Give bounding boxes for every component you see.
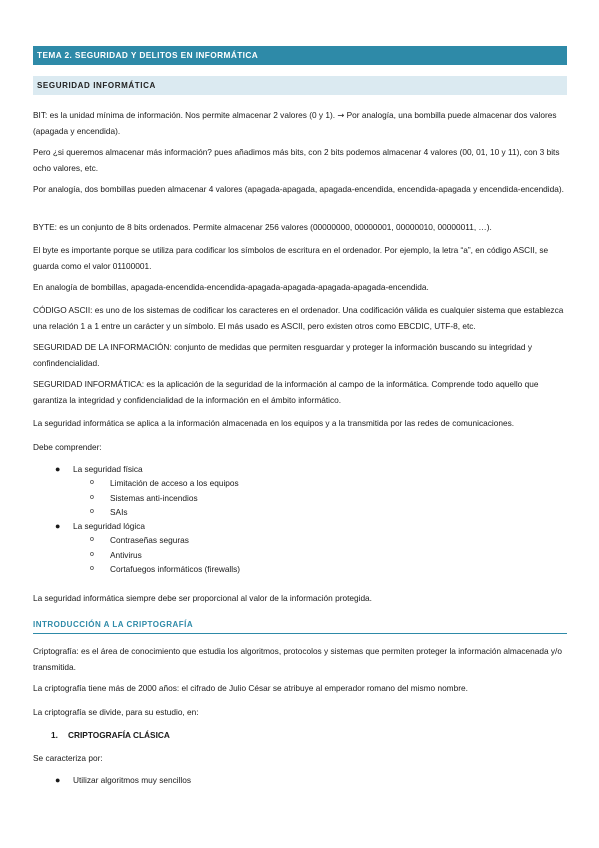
list-item-label: Utilizar algoritmos muy sencillos (73, 775, 192, 785)
security-list (33, 462, 567, 576)
sub-list-item (33, 491, 567, 505)
paragraph-two-bulbs: Por analogía, dos bombillas pueden almacenar 4 valores (apagada-apagada, apagada-encendida, encendida-apagada y encendida-encendida). (33, 184, 564, 194)
list-item (33, 519, 567, 533)
document-page (33, 46, 567, 785)
paragraph-ascii: CÓDIGO ASCII: es uno de los sistemas de codificar los caracteres en el ordenador. Una codificación válida es cualquier sistema que establezca una relación 1 a 1 entre un carácter y un símbolo. El más usado es ASCII, pero existen otros como EBCDIC, UTF-8, etc. (33, 305, 564, 331)
numbered-heading (51, 727, 170, 743)
numbered-heading-number: 1. (51, 730, 58, 740)
paragraph-bit (33, 107, 567, 139)
paragraph-byte-importance: El byte es importante porque se utiliza para codificar los símbolos de escritura en el ordenador. Por ejemplo, la letra “a”, en código ASCII, se guarda como el valor 01100001. (33, 245, 549, 271)
paragraph-must-include: Debe comprender: (33, 442, 102, 452)
arrow-right-icon: → (337, 110, 345, 120)
bit-analogy: Por analogía, una bombilla puede almacenar dos valores (apagada y encendida). (33, 110, 557, 136)
paragraph-crypto-definition: Criptografía: es el área de conocimiento que estudia los algoritmos, protocolos y sistemas que permiten proteger la información almacenada y/o transmitida. (33, 646, 562, 672)
bit-definition: BIT: es la unidad mínima de información. Nos permite almacenar 2 valores (0 y 1). (33, 110, 336, 120)
features-list (33, 773, 567, 787)
paragraph-more-info: Pero ¿si queremos almacenar más información? pues añadimos más bits, con 2 bits podemos almacenar 4 valores (00, 01, 10 y 11), con 3 bits ocho valores, etc. (33, 147, 560, 173)
numbered-heading-label: CRIPTOGRAFÍA CLÁSICA (68, 730, 170, 740)
sub-bullet-icon: o (90, 565, 94, 573)
sub-list-item-label: Contraseñas seguras (110, 535, 189, 546)
paragraph-crypto-divided: La criptografía se divide, para su estudio, en: (33, 707, 199, 717)
paragraph-proportional: La seguridad informática siempre debe ser proporcional al valor de la información protegida. (33, 593, 372, 603)
sub-list-item-label: Limitación de acceso a los equipos (110, 478, 239, 489)
section-title-seguridad-informatica: SEGURIDAD INFORMÁTICA (33, 76, 567, 95)
sub-list-item-label: Cortafuegos informáticos (firewalls) (110, 564, 241, 575)
paragraph-byte: BYTE: es un conjunto de 8 bits ordenados. Permite almacenar 256 valores (00000000, 00000001, 00000010, 00000011, …). (33, 222, 492, 232)
paragraph-it-security: SEGURIDAD INFORMÁTICA: es la aplicación de la seguridad de la información al campo de la informática. Comprende todo aquello que garantiza la integridad y confidencialidad de la información en el ámbito informático. (33, 379, 539, 405)
list-item (33, 462, 567, 476)
section-title-criptografia: INTRODUCCIÓN A LA CRIPTOGRAFÍA (33, 620, 567, 634)
sub-bullet-icon: o (90, 550, 94, 558)
sub-list-item-label: SAIs (110, 506, 128, 517)
paragraph-bulbs-analogy: En analogía de bombillas, apagada-encendida-encendida-apagada-apagada-apagada-apagada-encendida. (33, 282, 429, 292)
bullet-icon: ● (55, 521, 61, 532)
bullet-icon: ● (55, 775, 61, 785)
sub-bullet-icon: o (90, 536, 94, 544)
sub-list-item (33, 562, 567, 576)
list-item (33, 773, 567, 787)
sub-bullet-icon: o (90, 493, 94, 501)
sub-list-item-label: Sistemas anti-incendios (110, 492, 198, 503)
paragraph-applies: La seguridad informática se aplica a la información almacenada en los equipos y a la transmitida por las redes de comunicaciones. (33, 418, 515, 428)
paragraph-crypto-history: La criptografía tiene más de 2000 años: el cifrado de Julio César se atribuye al emperador romano del mismo nombre. (33, 683, 468, 693)
sub-bullet-icon: o (90, 507, 94, 515)
sub-list-item-label: Antivirus (110, 549, 142, 560)
paragraph-characterized: Se caracteriza por: (33, 753, 103, 763)
list-item-label: La seguridad lógica (73, 521, 145, 532)
bullet-icon: ● (55, 464, 61, 474)
sub-bullet-icon: o (90, 479, 94, 487)
sub-list-item (33, 533, 567, 547)
chapter-title: TEMA 2. SEGURIDAD Y DELITOS EN INFORMÁTICA (33, 46, 567, 65)
sub-list-item (33, 476, 567, 490)
paragraph-info-security: SEGURIDAD DE LA INFORMACIÓN: conjunto de medidas que permiten resguardar y proteger la información buscando su integridad y confindencialidad. (33, 342, 532, 368)
sub-list-item (33, 548, 567, 562)
list-item-label: La seguridad física (73, 464, 143, 474)
sub-list-item (33, 505, 567, 519)
